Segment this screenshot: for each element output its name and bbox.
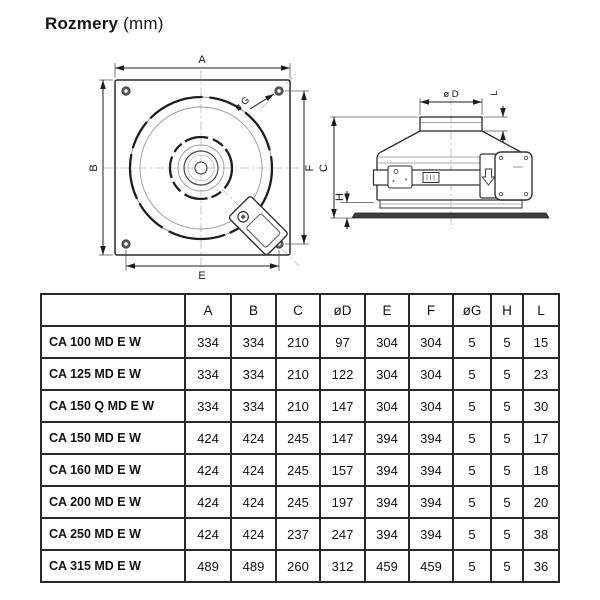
value-cell: 30 [523, 390, 559, 422]
dimensions-table [40, 293, 560, 583]
value-cell: 424 [231, 486, 276, 518]
value-cell: 334 [231, 358, 276, 390]
value-cell: 459 [409, 550, 453, 582]
dim-column-header: B [231, 294, 276, 326]
value-cell: 5 [453, 550, 491, 582]
value-cell: 394 [409, 422, 453, 454]
value-cell: 312 [320, 550, 365, 582]
dim-column-header: H [491, 294, 523, 326]
dimension-a [115, 54, 290, 78]
dim-label-d: ø D [443, 89, 459, 100]
value-cell: 15 [523, 326, 559, 358]
value-cell: 394 [365, 518, 409, 550]
dim-label-g: ø G [232, 94, 252, 114]
value-cell: 245 [276, 486, 320, 518]
value-cell: 334 [185, 390, 231, 422]
model-cell: CA 250 MD E W [41, 518, 185, 550]
value-cell: 5 [491, 550, 523, 582]
value-cell: 5 [453, 454, 491, 486]
value-cell: 122 [320, 358, 365, 390]
value-cell: 334 [185, 326, 231, 358]
value-cell: 304 [365, 326, 409, 358]
value-cell: 394 [409, 518, 453, 550]
value-cell: 424 [185, 422, 231, 454]
value-cell: 247 [320, 518, 365, 550]
value-cell: 260 [276, 550, 320, 582]
value-cell: 334 [231, 390, 276, 422]
table-row [41, 550, 559, 582]
hub-center [195, 162, 207, 174]
value-cell: 489 [231, 550, 276, 582]
value-cell: 38 [523, 518, 559, 550]
model-cell: CA 100 MD E W [41, 326, 185, 358]
model-cell: CA 315 MD E W [41, 550, 185, 582]
value-cell: 5 [491, 326, 523, 358]
value-cell: 197 [320, 486, 365, 518]
dimension-drawings [0, 48, 600, 292]
value-cell: 304 [365, 390, 409, 422]
dim-column-header: øD [320, 294, 365, 326]
table-row [41, 486, 559, 518]
value-cell: 36 [523, 550, 559, 582]
model-column-header [41, 294, 185, 326]
value-cell: 304 [409, 326, 453, 358]
dimension-d [420, 89, 482, 115]
model-cell: CA 125 MD E W [41, 358, 185, 390]
value-cell: 424 [231, 518, 276, 550]
model-cell: CA 150 MD E W [41, 422, 185, 454]
dim-column-header: A [185, 294, 231, 326]
value-cell: 424 [185, 486, 231, 518]
table-row [41, 422, 559, 454]
table-row [41, 454, 559, 486]
dim-column-header: F [409, 294, 453, 326]
value-cell: 245 [276, 454, 320, 486]
title-unit: (mm) [123, 14, 164, 33]
dim-column-header: E [365, 294, 409, 326]
value-cell: 5 [491, 390, 523, 422]
value-cell: 5 [491, 422, 523, 454]
value-cell: 424 [231, 422, 276, 454]
value-cell: 394 [409, 486, 453, 518]
value-cell: 304 [409, 390, 453, 422]
value-cell: 20 [523, 486, 559, 518]
value-cell: 304 [365, 358, 409, 390]
model-cell: CA 150 Q MD E W [41, 390, 185, 422]
base-plate [352, 213, 549, 218]
name-plate [423, 173, 439, 183]
value-cell: 394 [365, 486, 409, 518]
clamp-dot-2 [405, 179, 407, 181]
value-cell: 5 [453, 326, 491, 358]
value-cell: 334 [231, 326, 276, 358]
table-row [41, 358, 559, 390]
value-cell: 5 [491, 454, 523, 486]
dimension-g [233, 94, 274, 113]
value-cell: 5 [491, 358, 523, 390]
dim-label-l: L [489, 90, 500, 96]
value-cell: 210 [276, 358, 320, 390]
value-cell: 334 [185, 358, 231, 390]
value-cell: 459 [365, 550, 409, 582]
table-row [41, 326, 559, 358]
value-cell: 394 [365, 454, 409, 486]
dim-label-f: F [304, 164, 316, 172]
dim-label-b: B [88, 164, 100, 172]
value-cell: 424 [231, 454, 276, 486]
model-cell: CA 200 MD E W [41, 486, 185, 518]
front-view-drawing [88, 54, 316, 282]
value-cell: 18 [523, 454, 559, 486]
value-cell: 147 [320, 390, 365, 422]
value-cell: 97 [320, 326, 365, 358]
value-cell: 5 [453, 390, 491, 422]
value-cell: 489 [185, 550, 231, 582]
dim-column-header: L [523, 294, 559, 326]
dim-label-e: E [198, 270, 206, 282]
dim-label-a: A [198, 54, 206, 66]
value-cell: 424 [185, 518, 231, 550]
value-cell: 5 [453, 358, 491, 390]
value-cell: 147 [320, 422, 365, 454]
table-row [41, 518, 559, 550]
value-cell: 245 [276, 422, 320, 454]
clamp-dot-1 [393, 180, 395, 182]
value-cell: 5 [453, 486, 491, 518]
value-cell: 237 [276, 518, 320, 550]
table-row [41, 390, 559, 422]
value-cell: 157 [320, 454, 365, 486]
value-cell: 394 [365, 422, 409, 454]
dimension-b [88, 80, 113, 255]
dim-label-h: H [334, 193, 346, 201]
model-cell: CA 160 MD E W [41, 454, 185, 486]
dim-column-header: C [276, 294, 320, 326]
side-view-drawing [318, 89, 549, 229]
value-cell: 394 [409, 454, 453, 486]
value-cell: 17 [523, 422, 559, 454]
value-cell: 5 [453, 422, 491, 454]
value-cell: 424 [185, 454, 231, 486]
table-header-row [41, 294, 559, 326]
value-cell: 5 [453, 518, 491, 550]
value-cell: 304 [409, 358, 453, 390]
title-text: Rozmery [45, 14, 119, 33]
dim-label-c: C [318, 164, 330, 172]
value-cell: 210 [276, 326, 320, 358]
page-title [45, 14, 164, 34]
clamp-lock [388, 166, 412, 188]
dimension-h [334, 191, 374, 229]
value-cell: 210 [276, 390, 320, 422]
value-cell: 23 [523, 358, 559, 390]
dim-column-header: øG [453, 294, 491, 326]
value-cell: 5 [491, 518, 523, 550]
value-cell: 5 [491, 486, 523, 518]
